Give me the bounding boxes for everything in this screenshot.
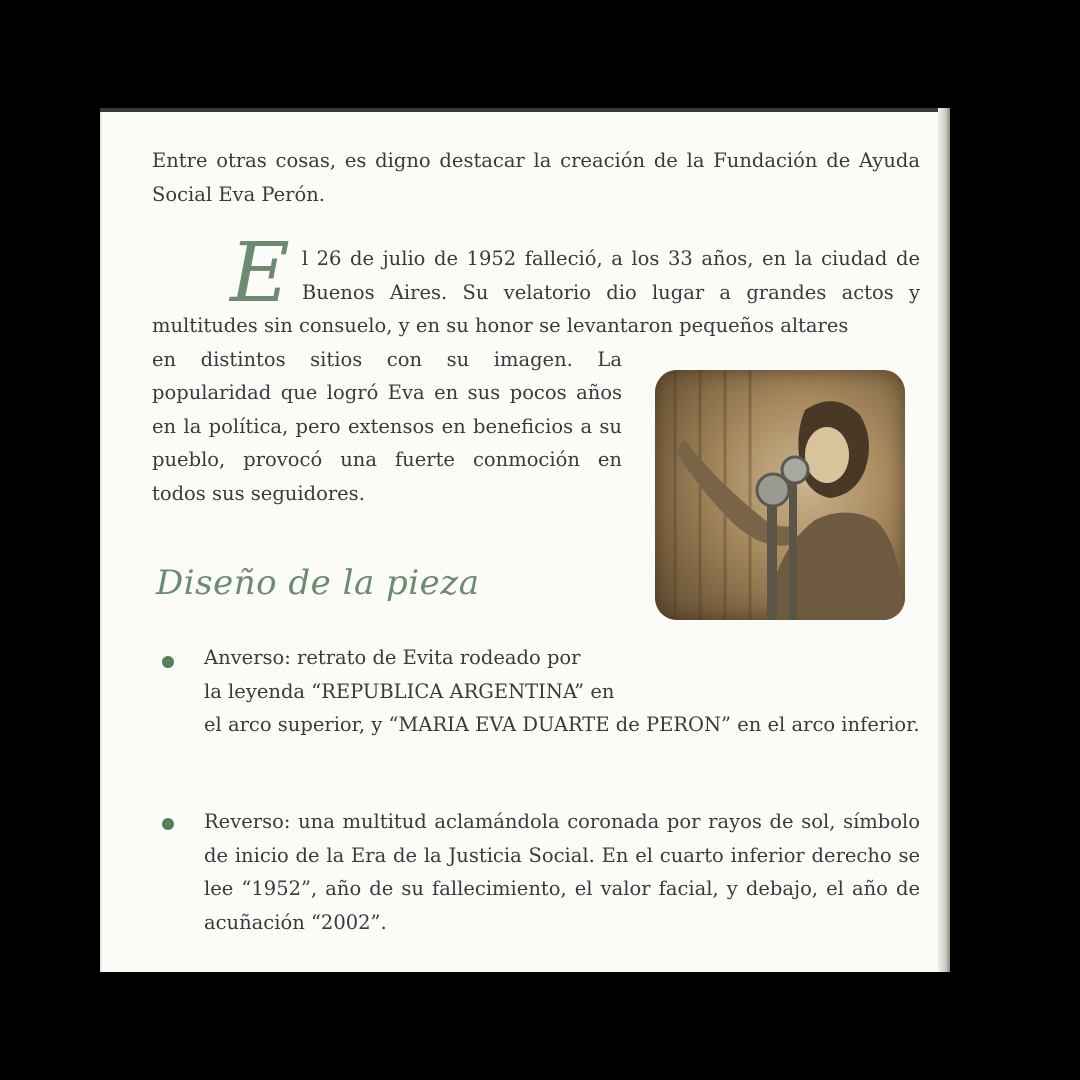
list-item-reverso: Reverso: una multitud aclamándola coronada por rayos de sol, símbolo de inicio de la Era de la Justicia Social. En el cuarto inferior derecho se lee “1952”, año de su fallecimiento, el valor facial, y debajo, el año de acuñación “2002”.	[204, 810, 920, 934]
bullet-icon	[162, 656, 174, 668]
list-item-anverso	[204, 641, 920, 742]
death-paragraph-narrow: en distintos sitios con su imagen. La popularidad que logró Eva en sus pocos años en la política, pero extensos en beneficios a su pueblo, provocó una fuerte conmoción en todos sus seguidores.	[152, 347, 622, 505]
evita-photo-illustration	[655, 370, 905, 620]
anverso-line-2: la leyenda “REPUBLICA ARGENTINA” en	[204, 679, 615, 703]
death-paragraph-main: l 26 de julio de 1952 falleció, a los 33 años, en la ciudad de Buenos Aires. Su velatorio dio lugar a grandes actos y multitudes sin consuelo, y en su honor se levantaron pequeños altares	[152, 247, 920, 337]
drop-cap: E	[230, 226, 290, 321]
document-page	[100, 108, 950, 972]
bullet-icon	[162, 818, 174, 830]
intro-paragraph: Entre otras cosas, es digno destacar la creación de la Fundación de Ayuda Social Eva Perón.	[152, 149, 920, 206]
section-heading: Diseño de la pieza	[156, 563, 480, 603]
evita-photo	[655, 370, 905, 620]
page-right-edge	[938, 108, 950, 972]
page-top-edge	[100, 108, 950, 112]
anverso-line-1: Anverso: retrato de Evita rodeado por	[204, 646, 581, 669]
anverso-line-3: el arco superior, y “MARIA EVA DUARTE de PERON” en el arco inferior.	[204, 713, 920, 736]
